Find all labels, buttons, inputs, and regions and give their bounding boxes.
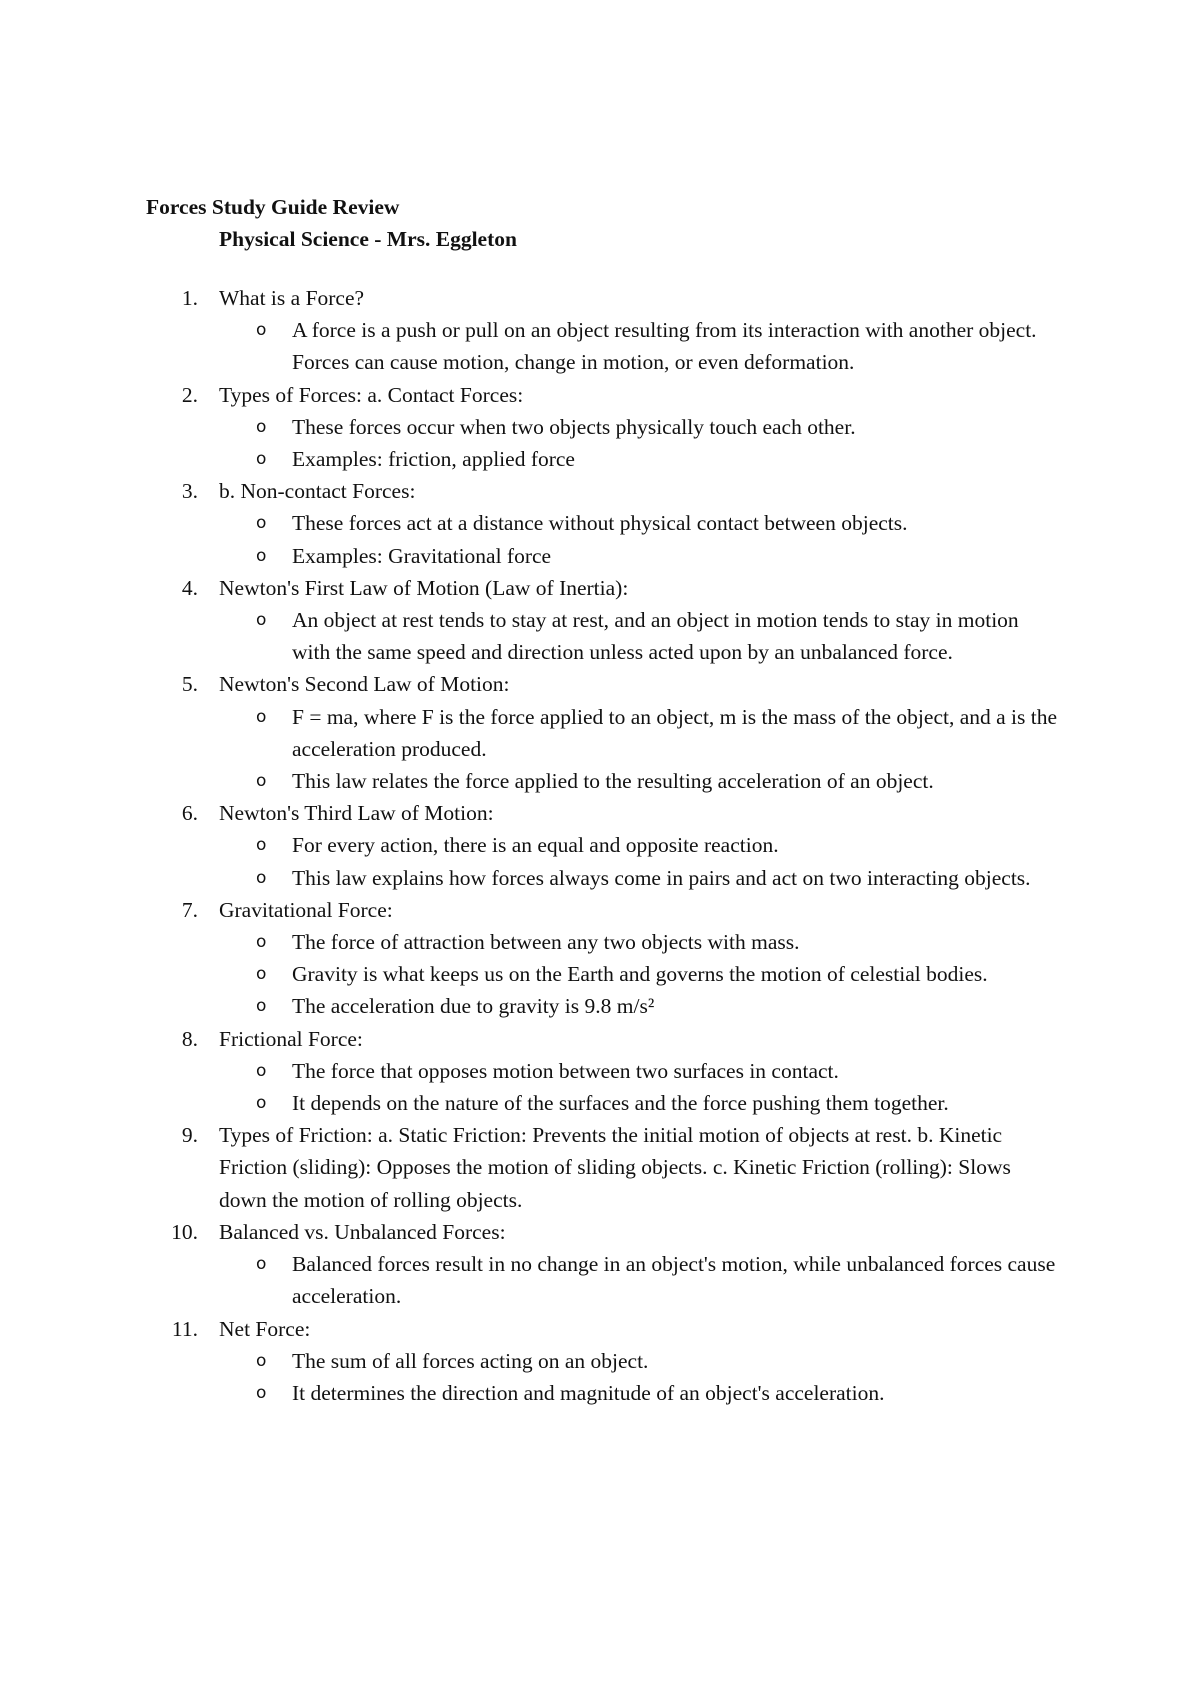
sub-bullet-item <box>0 1377 1200 1409</box>
item-heading: Newton's First Law of Motion (Law of Inertia): <box>219 575 629 600</box>
sub-bullet-list <box>0 314 1200 378</box>
item-number: 1. <box>181 286 198 310</box>
sub-bullet-text: It depends on the nature of the surfaces and the force pushing them together. <box>292 1091 949 1116</box>
sub-bullet-text: Examples: friction, applied force <box>292 447 575 472</box>
item-heading: Balanced vs. Unbalanced Forces: <box>219 1219 506 1244</box>
sub-bullet-list <box>0 411 1200 475</box>
outline-item-8 <box>0 1023 1200 1120</box>
hollow-circle-bullet-icon: o <box>256 545 267 566</box>
sub-bullet-text: Gravity is what keeps us on the Earth and governs the motion of celestial bodies. <box>292 962 988 987</box>
outline-item-3 <box>0 475 1200 572</box>
sub-bullet-item <box>0 1055 1200 1087</box>
sub-bullet-text: These forces occur when two objects physically touch each other. <box>292 414 856 439</box>
hollow-circle-bullet-icon: o <box>256 1060 267 1081</box>
sub-bullet-text: This law explains how forces always come in pairs and act on two interacting objects. <box>292 865 1031 890</box>
hollow-circle-bullet-icon: o <box>256 1254 267 1275</box>
sub-bullet-item <box>0 1248 1200 1312</box>
hollow-circle-bullet-icon: o <box>256 610 267 631</box>
outline-item-11 <box>0 1313 1200 1410</box>
sub-bullet-item <box>0 507 1200 539</box>
item-heading: What is a Force? <box>219 286 365 310</box>
hollow-circle-bullet-icon: o <box>256 1093 267 1114</box>
hollow-circle-bullet-icon: o <box>256 449 267 470</box>
hollow-circle-bullet-icon: o <box>256 932 267 953</box>
hollow-circle-bullet-icon: o <box>256 867 267 888</box>
sub-bullet-text: Balanced forces result in no change in an object's motion, while unbalanced forces cause acceleration. <box>292 1252 1056 1309</box>
sub-bullet-item <box>0 443 1200 475</box>
sub-bullet-item <box>0 958 1200 990</box>
hollow-circle-bullet-icon: o <box>256 964 267 985</box>
item-heading: Newton's Second Law of Motion: <box>219 672 510 697</box>
hollow-circle-bullet-icon: o <box>256 706 267 727</box>
hollow-circle-bullet-icon: o <box>256 513 267 534</box>
sub-bullet-item <box>0 829 1200 861</box>
hollow-circle-bullet-icon: o <box>256 1350 267 1371</box>
sub-bullet-list <box>0 701 1200 798</box>
outline-item-9 <box>0 1119 1200 1216</box>
sub-bullet-item <box>0 926 1200 958</box>
sub-bullet-item <box>0 701 1200 765</box>
item-heading: Gravitational Force: <box>219 897 393 922</box>
item-number: 10. <box>171 1219 198 1244</box>
sub-bullet-list <box>0 1055 1200 1119</box>
sub-bullet-text: Examples: Gravitational force <box>292 543 552 568</box>
sub-bullet-list <box>0 604 1200 668</box>
sub-bullet-text: This law relates the force applied to the resulting acceleration of an object. <box>292 769 934 794</box>
hollow-circle-bullet-icon: o <box>256 996 267 1017</box>
item-heading: Frictional Force: <box>219 1026 363 1051</box>
sub-bullet-item <box>0 990 1200 1022</box>
sub-bullet-item <box>0 765 1200 797</box>
document-title: Forces Study Guide Review <box>146 195 400 219</box>
hollow-circle-bullet-icon: o <box>256 835 267 856</box>
item-heading: Types of Forces: a. Contact Forces: <box>219 382 524 407</box>
hollow-circle-bullet-icon: o <box>256 416 267 437</box>
document-subtitle: Physical Science - Mrs. Eggleton <box>219 227 517 251</box>
sub-bullet-list <box>0 926 1200 1023</box>
sub-bullet-list <box>0 1248 1200 1312</box>
outline-item-2 <box>0 379 1200 476</box>
sub-bullet-list <box>0 507 1200 571</box>
hollow-circle-bullet-icon: o <box>256 1382 267 1403</box>
sub-bullet-text: F = ma, where F is the force applied to an object, m is the mass of the object, and a is the acceleration produced. <box>292 704 1058 761</box>
item-number: 3. <box>181 479 198 504</box>
item-number: 5. <box>181 672 198 697</box>
sub-bullet-text: The force that opposes motion between two surfaces in contact. <box>292 1058 839 1083</box>
sub-bullet-item <box>0 1345 1200 1377</box>
numbered-outline <box>0 282 1200 1409</box>
item-number: 9. <box>181 1123 198 1148</box>
sub-bullet-list <box>0 1345 1200 1409</box>
sub-bullet-item <box>0 540 1200 572</box>
sub-bullet-list <box>0 829 1200 893</box>
item-number: 6. <box>181 801 198 826</box>
hollow-circle-bullet-icon: o <box>256 771 267 792</box>
sub-bullet-item <box>0 314 1200 378</box>
outline-item-10 <box>0 1216 1200 1313</box>
item-number: 7. <box>181 897 198 922</box>
outline-item-6 <box>0 797 1200 894</box>
item-number: 8. <box>181 1026 198 1051</box>
outline-item-5 <box>0 668 1200 797</box>
item-heading: b. Non-contact Forces: <box>219 479 416 504</box>
outline-item-1 <box>0 282 1200 379</box>
sub-bullet-item <box>0 604 1200 668</box>
sub-bullet-text: The acceleration due to gravity is 9.8 m/s² <box>292 994 655 1019</box>
sub-bullet-text: The sum of all forces acting on an object. <box>292 1348 649 1373</box>
item-number: 2. <box>181 382 198 407</box>
outline-item-7 <box>0 894 1200 1023</box>
item-heading: Net Force: <box>219 1316 311 1341</box>
sub-bullet-text: The force of attraction between any two objects with mass. <box>292 930 800 955</box>
sub-bullet-item <box>0 862 1200 894</box>
item-heading: Newton's Third Law of Motion: <box>219 801 494 826</box>
sub-bullet-item <box>0 411 1200 443</box>
sub-bullet-text: It determines the direction and magnitude of an object's acceleration. <box>292 1380 885 1405</box>
sub-bullet-item <box>0 1087 1200 1119</box>
item-number: 11. <box>171 1316 198 1341</box>
sub-bullet-text: These forces act at a distance without physical contact between objects. <box>292 511 908 536</box>
item-number: 4. <box>181 575 198 600</box>
sub-bullet-text: For every action, there is an equal and opposite reaction. <box>292 833 779 858</box>
outline-item-4 <box>0 572 1200 669</box>
hollow-circle-bullet-icon: o <box>256 320 267 341</box>
sub-bullet-text: An object at rest tends to stay at rest, and an object in motion tends to stay in motion with the same speed and direction unless acted upon by an unbalanced force. <box>292 608 1019 665</box>
item-heading: Types of Friction: a. Static Friction: Prevents the initial motion of objects at rest. b. Kinetic Friction (sliding): Opposes the motion of sliding objects. c. Kinetic Friction (rolling): Slows down the motion of rolling objects. <box>219 1123 1011 1212</box>
sub-bullet-text: A force is a push or pull on an object resulting from its interaction with another object. Forces can cause motion, change in motion, or even deformation. <box>292 318 1037 375</box>
